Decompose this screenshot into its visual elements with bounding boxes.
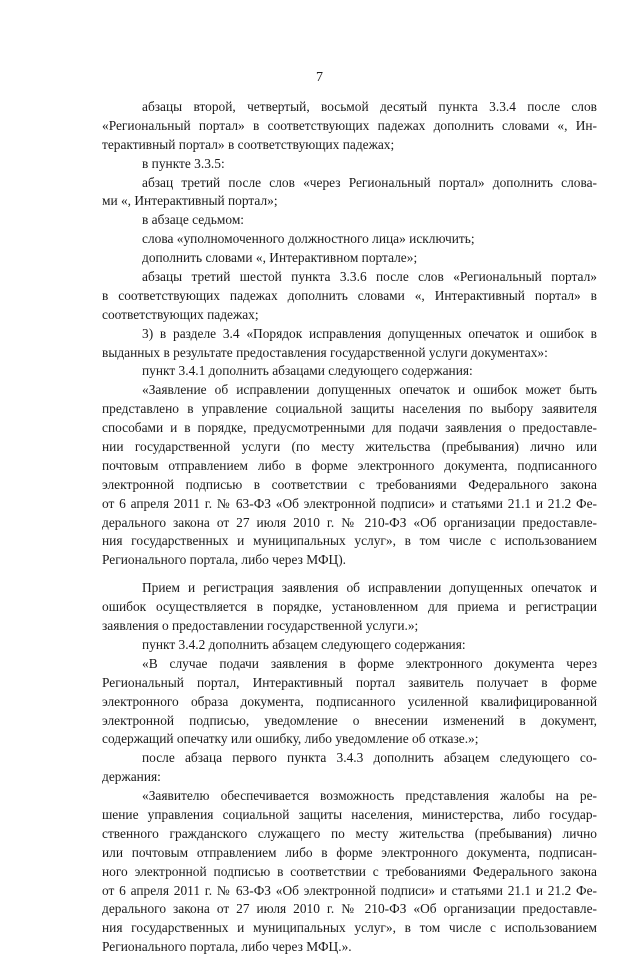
text-line: терактивный портал» в соответствующих падежах; xyxy=(102,136,395,152)
text-line: пункт 3.4.1 дополнить абзацами следующего содержания: xyxy=(142,363,473,379)
paragraph-gap xyxy=(102,570,597,579)
text-line: дополнить словами «, Интерактивном портале»; xyxy=(142,250,418,266)
text-line: шение управления социальной защиты населения, министерства, либо государ- xyxy=(102,806,597,822)
text-line: держания: xyxy=(102,769,161,785)
text-line: абзацы третий шестой пункта 3.3.6 после слов «Региональный портал» xyxy=(142,269,597,285)
text-line: слова «уполномоченного должностного лица» исключить; xyxy=(142,231,475,247)
text-line: «Заявление об исправлении допущенных опечаток и ошибок может быть xyxy=(142,382,597,398)
text-line: дерального закона от 27 июля 2010 г. № 210-ФЗ «Об организации предоставле- xyxy=(102,514,597,530)
text-line: абзацы второй, четвертый, восьмой десятый пункта 3.3.4 после слов xyxy=(142,99,597,114)
text-line: Прием и регистрация заявления об исправлении допущенных опечаток и xyxy=(142,580,597,596)
text-line: почтовым отправлением либо в форме электронного документа, подписанного xyxy=(102,457,597,473)
page-number: 7 xyxy=(316,70,323,85)
text-line: «Заявителю обеспечивается возможность представления жалобы на ре- xyxy=(142,788,597,804)
text-line: Региональный портал, Интерактивный портал заявитель получает в форме xyxy=(102,674,597,690)
text-line: соответствующих падежах; xyxy=(102,306,259,322)
text-line: содержащий опечатку или ошибку, либо уведомление об отказе.»; xyxy=(102,731,479,747)
text-line: 3) в разделе 3.4 «Порядок исправления допущенных опечаток и ошибок в xyxy=(142,325,597,341)
text-line: от 6 апреля 2011 г. № 63-ФЗ «Об электронной подписи» и статьями 21.1 и 21.2 Фе- xyxy=(102,882,597,898)
text-line: нии государственной услуги (по месту жительства (пребывания) лично или xyxy=(102,439,597,455)
text-line: в абзаце седьмом: xyxy=(142,212,245,228)
text-line: электронной подписью в соответствии с требованиями Федерального закона xyxy=(102,476,597,492)
text-line: выданных в результате предоставления государственной услуги документах»: xyxy=(102,344,548,360)
text-line: Регионального портала, либо через МФЦ.». xyxy=(102,939,352,955)
text-line: представлено в управление социальной защиты населения по выбору заявителя xyxy=(102,401,597,417)
text-line: от 6 апреля 2011 г. № 63-ФЗ «Об электронной подписи» и статьями 21.1 и 21.2 Фе- xyxy=(102,495,597,511)
text-line: Регионального портала, либо через МФЦ). xyxy=(102,552,347,568)
text-line: ния государственных и муниципальных услуг», в том числе с использованием xyxy=(102,920,597,936)
text-line: ственного гражданского служащего по месту жительства (пребывания) лично xyxy=(102,825,597,841)
text-line: дерального закона от 27 июля 2010 г. № 210-ФЗ «Об организации предоставле- xyxy=(102,901,597,917)
text-line: ния государственных и муниципальных услуг», в том числе с использованием xyxy=(102,533,597,549)
text-line: электронной подписью, уведомление о внесении изменений в документ, xyxy=(102,712,597,728)
text-line: ного электронной подписью в соответствии с требованиями Федерального закона xyxy=(102,863,597,879)
text-line: ми «, Интерактивный портал»; xyxy=(102,193,278,209)
text-line: пункт 3.4.2 дополнить абзацем следующего содержания: xyxy=(142,636,466,652)
text-line: в пункте 3.3.5: xyxy=(142,155,225,171)
document-body xyxy=(102,98,597,957)
text-line: способами и в порядке, предусмотренными для подачи заявления о предоставле- xyxy=(102,420,597,436)
text-line: электронного образа документа, подписанного усиленной квалифицированной xyxy=(102,693,597,709)
text-line: после абзаца первого пункта 3.4.3 дополнить абзацем следующего со- xyxy=(142,750,597,766)
text-line: или почтовым отправлением либо в форме электронного документа, подписан- xyxy=(102,844,597,860)
text-line: заявления о предоставлении государственной услуги.»; xyxy=(102,618,419,634)
text-line: «В случае подачи заявления в форме электронного документа через xyxy=(142,655,597,671)
text-line: абзац третий после слов «через Региональный портал» дополнить слова- xyxy=(142,174,597,190)
text-line: ошибок осуществляется в порядке, установленном для приема и регистрации xyxy=(102,599,597,615)
text-line: в соответствующих падежах дополнить словами «, Интерактивный портал» в xyxy=(102,287,597,303)
text-line: «Региональный портал» в соответствующих падежах дополнить словами «, Ин- xyxy=(102,117,597,133)
